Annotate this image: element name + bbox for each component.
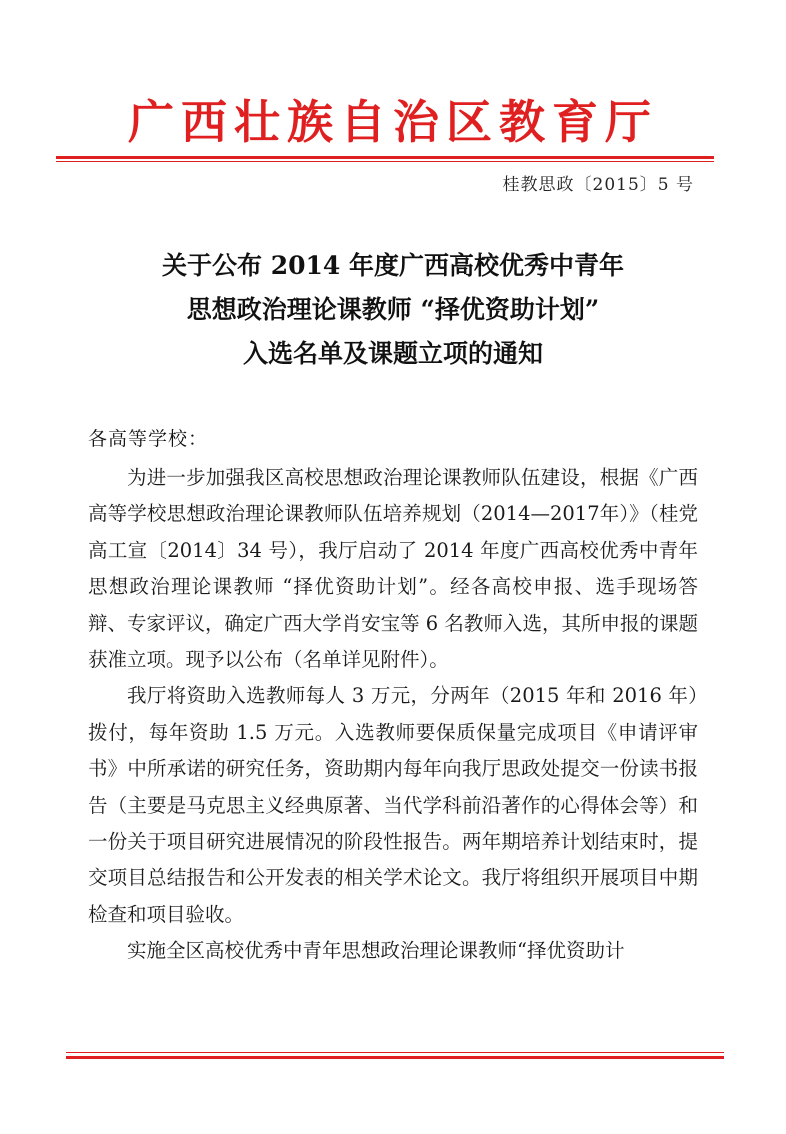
body-paragraph-3: 实施全区高校优秀中青年思想政治理论课教师“择优资助计 <box>127 939 625 963</box>
document-title <box>60 244 726 376</box>
document-number: 桂教思政〔2015〕5 号 <box>502 175 694 195</box>
body-paragraph-1: 为进一步加强我区高校思想政治理论课教师队伍建设，根据《广西高等学校思想政治理论课教师队伍培养规划（2014—2017年）》（桂党高工宣〔2014〕34 号），我厅启动了 2014 年度广西高校优秀中青年思想政治理论课教师 “择优资助计划”。经各高校申报、选手现场答辩、专家评议，确定广西大学肖安宝等 6 名教师入选，其所申报的课题获准立项。现予以公布（名单详见附件）。 <box>88 466 698 672</box>
title-line-2: 思想政治理论课教师 “择优资助计划” <box>186 295 600 324</box>
header-rule-thick <box>56 156 714 159</box>
salutation: 各高等学校： <box>88 428 209 450</box>
title-line-1: 关于公布 2014 年度广西高校优秀中青年 <box>162 251 624 280</box>
footer-rule-thick <box>66 1056 724 1059</box>
footer-rule-thin <box>66 1052 724 1053</box>
title-line-3: 入选名单及课题立项的通知 <box>242 339 543 368</box>
header-rule-thin <box>56 161 714 162</box>
document-body <box>88 460 698 970</box>
body-paragraph-2: 我厅将资助入选教师每人 3 万元，分两年（2015 年和 2016 年）拨付，每年资助 1.5 万元。入选教师要保质保量完成项目《申请评审书》中所承诺的研究任务，资助期内每年向我厅思政处提交一份读书报告（主要是马克思主义经典原著、当代学科前沿著作的心得体会等）和一份关于项目研究进展情况的阶段性报告。两年期培养计划结束时，提交项目总结报告和公开发表的相关学术论文。我厅将组织开展项目中期检查和项目验收。 <box>88 684 698 926</box>
issuer-title: 广西壮族自治区教育厅 <box>128 95 658 149</box>
